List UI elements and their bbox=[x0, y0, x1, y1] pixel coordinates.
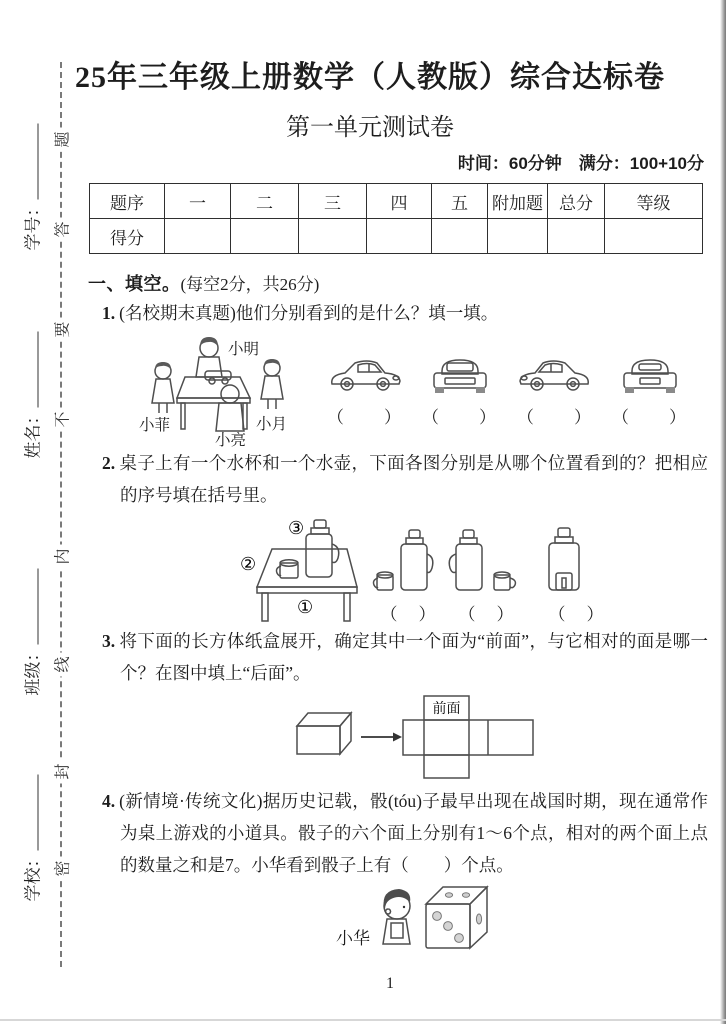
position-marker-back: ③ bbox=[288, 518, 305, 538]
header-cell: 一 bbox=[165, 184, 231, 219]
answer-bracket: （ ） bbox=[548, 605, 606, 624]
seal-char: 密 bbox=[50, 857, 73, 881]
section-1-heading bbox=[88, 270, 319, 296]
seal-char: 题 bbox=[50, 128, 73, 152]
question-2 bbox=[102, 447, 708, 511]
question-4 bbox=[102, 785, 708, 881]
view-option-2 bbox=[449, 530, 515, 590]
school-label: 学校： bbox=[23, 850, 43, 902]
question-number: 1. bbox=[102, 303, 116, 323]
score-table bbox=[89, 183, 703, 254]
car-option-1 bbox=[323, 353, 407, 428]
car-side-view-left bbox=[515, 353, 595, 395]
position-marker-left: ② bbox=[240, 554, 257, 574]
header-cell: 二 bbox=[231, 184, 299, 219]
paper-subtitle: 第一单元测试卷 bbox=[286, 115, 454, 141]
position-marker-front: ① bbox=[297, 597, 314, 617]
answer-bracket: （ ） bbox=[327, 408, 403, 427]
blank-line bbox=[34, 124, 39, 200]
student-name-label: 姓名： bbox=[23, 407, 43, 459]
box-net-illustration bbox=[295, 692, 540, 788]
blank-line bbox=[34, 332, 39, 408]
score-cell bbox=[432, 219, 488, 254]
seal-char: 内 bbox=[50, 545, 73, 569]
question-3 bbox=[102, 625, 708, 689]
question-text: 据历史记载，骰(tóu)子最早出现在战国时期，现在通常作为桌上游戏的小道具。骰子的六个面上分别有1～6个点，相对的两个面上点的数量之和是7。小华看到骰子上有（ ）个点。 bbox=[120, 791, 708, 875]
q4-figure bbox=[332, 878, 502, 973]
seal-char: 不 bbox=[50, 408, 73, 432]
car-option-3 bbox=[513, 353, 597, 428]
boy-name-label: 小华 bbox=[336, 929, 370, 948]
score-table-header-row bbox=[90, 184, 703, 219]
answer-bracket: （ ） bbox=[422, 408, 498, 427]
page-number: 1 bbox=[386, 975, 394, 992]
seal-dashed-line bbox=[60, 62, 62, 967]
seal-char: 答 bbox=[50, 218, 73, 242]
score-cell bbox=[488, 219, 548, 254]
car-rear-view bbox=[610, 353, 690, 395]
q2-figure bbox=[190, 508, 620, 630]
view-option-3 bbox=[549, 528, 579, 590]
arrow-icon bbox=[393, 733, 402, 742]
scan-edge-right bbox=[720, 0, 726, 1024]
car-option-2 bbox=[418, 353, 502, 428]
header-cell: 附加题 bbox=[488, 184, 548, 219]
header-cell: 题序 bbox=[90, 184, 165, 219]
score-cell bbox=[299, 219, 367, 254]
kid-name-right: 小月 bbox=[256, 416, 288, 433]
score-cell bbox=[548, 219, 605, 254]
question-tag: (名校期末真题) bbox=[119, 303, 236, 323]
question-number: 3. bbox=[102, 631, 116, 651]
score-table-score-row bbox=[90, 219, 703, 254]
section-note: (每空2分，共26分) bbox=[180, 275, 320, 294]
car-front-view bbox=[420, 353, 500, 395]
question-tag: (新情境·传统文化) bbox=[119, 791, 263, 811]
answer-bracket: （ ） bbox=[458, 605, 516, 624]
seal-char: 封 bbox=[50, 760, 73, 784]
header-cell: 五 bbox=[432, 184, 488, 219]
question-text: 他们分别看到的是什么？填一填。 bbox=[235, 303, 499, 323]
question-number: 2. bbox=[102, 453, 116, 473]
class-label: 班级： bbox=[23, 644, 43, 696]
kid-name-top: 小明 bbox=[228, 341, 260, 358]
time-score-info: 时间：60分钟 满分：100+10分 bbox=[457, 154, 704, 173]
header-cell: 四 bbox=[367, 184, 432, 219]
q3-figure bbox=[295, 692, 540, 788]
header-cell: 总分 bbox=[548, 184, 605, 219]
section-title: 一、填空。 bbox=[88, 274, 181, 294]
header-cell: 等级 bbox=[605, 184, 703, 219]
score-cell bbox=[367, 219, 432, 254]
car-side-view-right bbox=[325, 353, 405, 395]
class-field bbox=[19, 546, 44, 696]
answer-bracket: （ ） bbox=[380, 605, 438, 624]
question-text: 桌子上有一个水杯和一个水壶，下面各图分别是从哪个位置看到的？把相应的序号填在括号里。 bbox=[119, 453, 708, 505]
paper-title: 25年三年级上册数学（人教版）综合达标卷 bbox=[75, 61, 665, 94]
seal-char: 要 bbox=[50, 318, 73, 342]
blank-line bbox=[34, 775, 39, 851]
kid-name-bottom: 小亮 bbox=[215, 432, 247, 449]
view-option-1 bbox=[374, 530, 433, 590]
q1-figure bbox=[135, 331, 705, 451]
net-front-face-label: 前面 bbox=[432, 702, 461, 717]
question-text: 将下面的长方体纸盒展开，确定其中一个面为“前面”，与它相对的面是哪一个？在图中填上“后面”。 bbox=[119, 631, 708, 683]
blank-line bbox=[34, 569, 39, 645]
car-option-4 bbox=[608, 353, 692, 428]
answer-bracket: （ ） bbox=[612, 408, 688, 427]
score-cell bbox=[231, 219, 299, 254]
student-number-label: 学号： bbox=[23, 199, 43, 251]
score-cell bbox=[165, 219, 231, 254]
seal-char: 线 bbox=[50, 653, 73, 677]
question-number: 4. bbox=[102, 791, 116, 811]
answer-bracket: （ ） bbox=[517, 408, 593, 427]
school-field bbox=[19, 752, 44, 902]
scan-edge-bottom bbox=[0, 1019, 726, 1021]
score-cell bbox=[605, 219, 703, 254]
question-1 bbox=[102, 297, 708, 329]
header-cell: 三 bbox=[299, 184, 367, 219]
student-name-field bbox=[19, 309, 44, 459]
score-row-label: 得分 bbox=[90, 219, 165, 254]
kid-name-left: 小菲 bbox=[139, 417, 171, 434]
